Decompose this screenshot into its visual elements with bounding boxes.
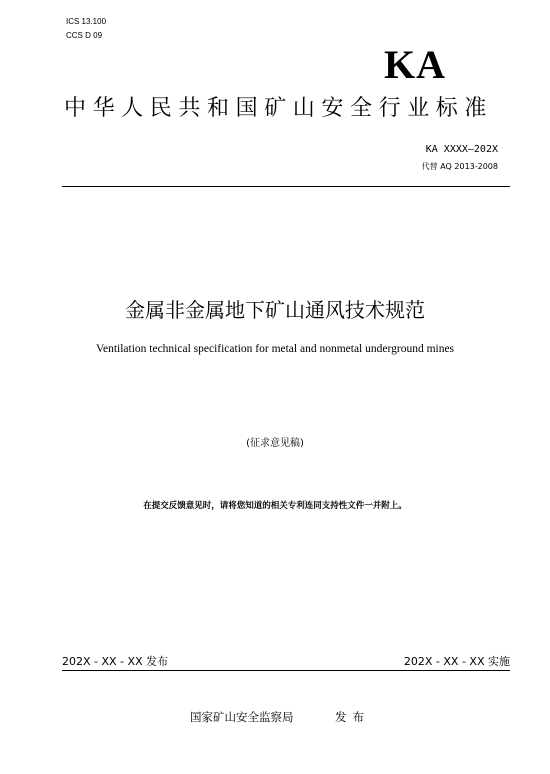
ka-logo: KA (384, 42, 446, 87)
standard-number: KA XXXX—202X (425, 144, 498, 155)
implementation-date: 202X - XX - XX 实施 (403, 655, 510, 668)
issuing-action: 发布 (335, 710, 370, 724)
issue-date: 202X - XX - XX 发布 (62, 655, 169, 668)
draft-status-label: (征求意见稿) (246, 438, 304, 449)
document-title-english: Ventilation technical specification for metal and nonmetal underground mines (95, 343, 455, 355)
ccs-code: CCS D 09 (66, 31, 103, 40)
replaces-standard: 代替 AQ 2013-2008 (421, 162, 498, 171)
footer-divider (62, 670, 510, 671)
standard-category-title: 中华人民共和国矿山安全行业标准 (64, 96, 494, 121)
document-title-chinese: 金属非金属地下矿山通风技术规范 (125, 298, 425, 322)
issuing-authority: 国家矿山安全监察局 (190, 710, 294, 724)
header-divider (62, 186, 510, 187)
ics-code: ICS 13.100 (66, 17, 107, 26)
patent-notice: 在提交反馈意见时，请将您知道的相关专利连同支持性文件一并附上。 (143, 501, 407, 511)
